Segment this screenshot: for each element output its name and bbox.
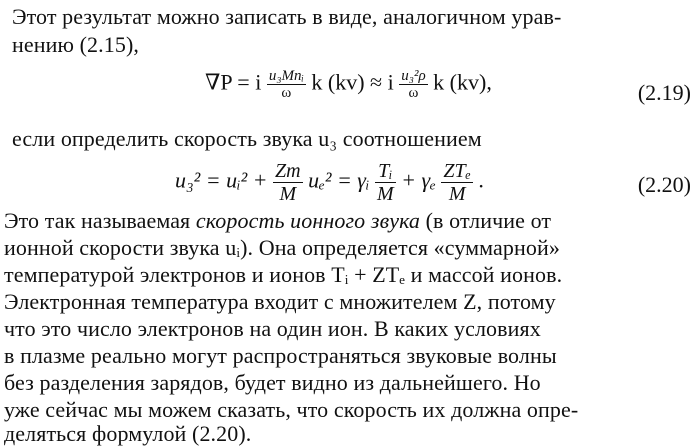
fraction-numerator: u₃²ρ	[401, 68, 426, 84]
equation-end: .	[478, 167, 484, 193]
text-line: если определить скорость звука u₃ соотношением	[12, 126, 482, 151]
text-line	[4, 208, 699, 234]
equation-rhs: k (kv),	[433, 69, 492, 95]
text-line: Этот результат можно записать в виде, аналогичном урав-	[12, 4, 562, 29]
fraction	[375, 160, 396, 205]
equation-lhs: u₃² = uᵢ² +	[175, 167, 268, 193]
fraction-numerator: ZTₑ	[443, 160, 471, 182]
equation-2-19	[205, 68, 492, 101]
text-line: что это число электронов на один ион. В каких условиях	[4, 316, 541, 341]
fraction-numerator: Tᵢ	[378, 160, 393, 182]
text-line: деляться формулой (2.20).	[4, 421, 252, 446]
text-line: нению (2.15),	[12, 32, 139, 57]
fraction	[267, 68, 306, 101]
fraction-numerator: Zm	[275, 160, 301, 182]
fraction-denominator: ω	[267, 84, 306, 101]
text-line: температурой электронов и ионов Tᵢ + ZTₑ и массой ионов.	[4, 262, 563, 287]
fraction-numerator: u₃Mnᵢ	[268, 68, 304, 84]
equation-number: (2.19)	[637, 80, 691, 105]
fraction-denominator: M	[273, 182, 303, 205]
equation-number: (2.20)	[637, 172, 691, 197]
fraction-denominator: ω	[399, 84, 427, 101]
text-line: ионной скорости звука uᵢ). Она определяется «суммарной»	[4, 235, 560, 260]
equation-2-20	[175, 160, 484, 205]
fraction-denominator: M	[441, 182, 473, 205]
fraction	[441, 160, 473, 205]
equation-plus: + γₑ	[401, 167, 436, 193]
text-line: Электронная температура входит с множителем Z, потому	[4, 289, 556, 314]
equation-lhs: ∇P = i	[205, 69, 262, 95]
emphasis-term: скорость ионного звука	[195, 208, 421, 233]
text-span: Это так называемая	[4, 208, 196, 233]
equation-middle: uₑ² = γᵢ	[308, 167, 370, 193]
fraction-denominator: M	[376, 183, 394, 205]
text-line: без разделения зарядов, будет видно из дальнейшего. Но	[4, 370, 541, 395]
fraction	[399, 68, 427, 101]
fraction	[273, 160, 303, 205]
equation-middle: k (kv) ≈ i	[311, 69, 394, 95]
text-line: уже сейчас мы можем сказать, что скорость их должна опре-	[4, 397, 579, 422]
text-span: (в отличие от	[420, 208, 552, 233]
text-line: в плазме реально могут распространяться звуковые волны	[4, 343, 557, 368]
